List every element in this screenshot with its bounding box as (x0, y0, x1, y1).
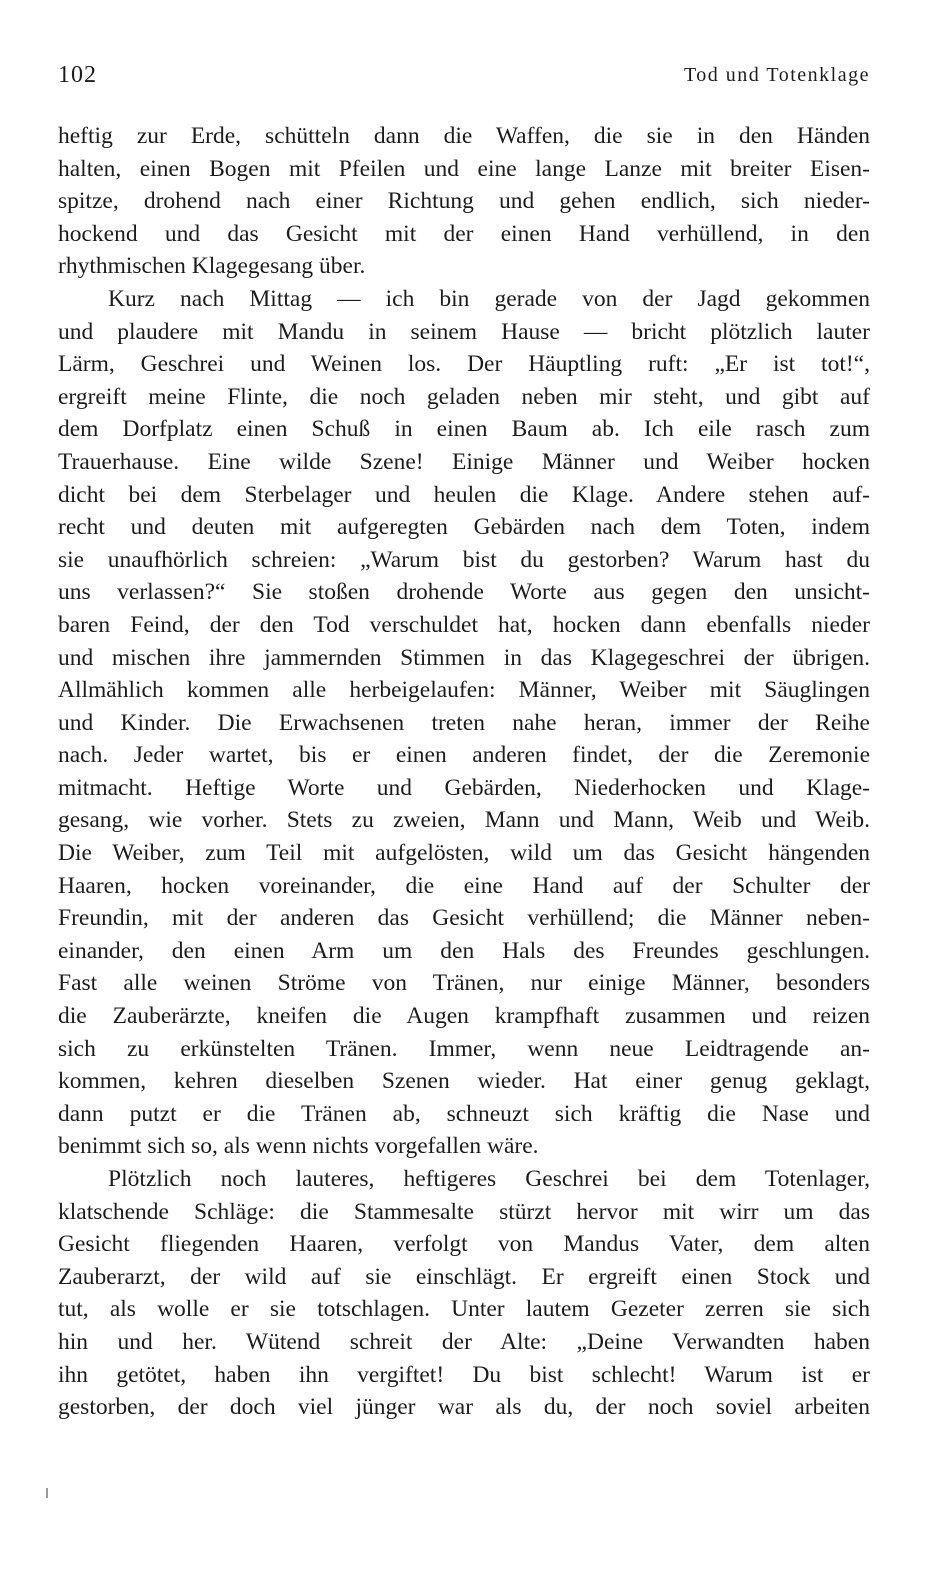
text-line: spitze, drohend nach einer Richtung und gehen endlich, sich nieder- (58, 188, 870, 215)
text-line: klatschende Schläge: die Stammesalte stürzt hervor mit wirr um das (58, 1198, 870, 1225)
text-line: benimmt sich so, als wenn nichts vorgefallen wäre. (58, 1133, 539, 1160)
text-line: Zauberarzt, der wild auf sie einschlägt. Er ergreift einen Stock und (58, 1263, 870, 1290)
text-line: heftig zur Erde, schütteln dann die Waffen, die sie in den Händen (58, 123, 870, 149)
running-head (58, 62, 870, 92)
text-line: ihn getötet, haben ihn vergiftet! Du bist schlecht! Warum ist er (58, 1361, 870, 1388)
text-line: gesang, wie vorher. Stets zu zweien, Mann und Mann, Weib und Weib. (58, 807, 870, 834)
text-line: rhythmischen Klagegesang über. (58, 253, 366, 280)
text-line: einander, den einen Arm um den Hals des Freundes geschlungen. (58, 937, 870, 964)
text-line: tut, als wolle er sie totschlagen. Unter lautem Gezeter zerren sie sich (58, 1296, 870, 1323)
text-line: Haaren, hocken voreinander, die eine Hand auf der Schulter der (58, 872, 870, 899)
body-text (58, 120, 870, 1424)
text-line: uns verlassen?“ Sie stoßen drohende Worte aus gegen den unsicht- (58, 579, 870, 606)
text-line: Gesicht fliegenden Haaren, verfolgt von Mandus Vater, dem alten (58, 1231, 870, 1258)
text-line: mitmacht. Heftige Worte und Gebärden, Niederhocken und Klage- (58, 774, 870, 801)
text-line: und mischen ihre jammernden Stimmen in das Klagegeschrei der übrigen. (58, 644, 870, 671)
text-line: die Zauberärzte, kneifen die Augen krampfhaft zusammen und reizen (58, 1003, 870, 1030)
text-line: Die Weiber, zum Teil mit aufgelösten, wild um das Gesicht hängenden (58, 840, 870, 867)
text-line: Allmählich kommen alle herbeigelaufen: Männer, Weiber mit Säuglingen (58, 677, 870, 704)
text-line: Lärm, Geschrei und Weinen los. Der Häuptling ruft: „Er ist tot!“, (58, 351, 870, 378)
text-line: dann putzt er die Tränen ab, schneuzt sich kräftig die Nase und (58, 1100, 870, 1127)
text-line: halten, einen Bogen mit Pfeilen und eine lange Lanze mit breiter Eisen- (58, 155, 870, 182)
text-line: dem Dorfplatz einen Schuß in einen Baum ab. Ich eile rasch zum (58, 416, 870, 443)
text-line: sie unaufhörlich schreien: „Warum bist du gestorben? Warum hast du (58, 546, 870, 573)
text-line: hockend und das Gesicht mit der einen Hand verhüllend, in den (58, 220, 870, 247)
running-title: Tod und Totenklage (683, 64, 870, 86)
text-line: Plötzlich noch lauteres, heftigeres Geschrei bei dem Totenlager, (108, 1166, 870, 1192)
text-line: recht und deuten mit aufgeregten Gebärden nach dem Toten, indem (58, 514, 870, 541)
text-line: ergreift meine Flinte, die noch geladen neben mir steht, und gibt auf (58, 383, 870, 410)
text-line: und plaudere mit Mandu in seinem Hause — bricht plötzlich lauter (58, 318, 870, 345)
text-line: hin und her. Wütend schreit der Alte: „Deine Verwandten haben (58, 1328, 870, 1355)
text-line: baren Feind, der den Tod verschuldet hat, hocken dann ebenfalls nieder (58, 611, 870, 638)
text-line: nach. Jeder wartet, bis er einen anderen findet, der die Zeremonie (58, 742, 870, 769)
text-line: Fast alle weinen Ströme von Tränen, nur einige Männer, besonders (58, 970, 870, 997)
text-line: dicht bei dem Sterbelager und heulen die Klage. Andere stehen auf- (58, 481, 870, 508)
text-line: Trauerhause. Eine wilde Szene! Einige Männer und Weiber hocken (58, 448, 870, 475)
margin-mark (46, 1488, 48, 1498)
text-line: sich zu erkünstelten Tränen. Immer, wenn neue Leidtragende an- (58, 1035, 870, 1062)
page-number: 102 (58, 62, 97, 88)
text-line: Kurz nach Mittag — ich bin gerade von der Jagd gekommen (108, 285, 870, 312)
text-line: Freundin, mit der anderen das Gesicht verhüllend; die Männer neben- (58, 905, 870, 932)
text-line: gestorben, der doch viel jünger war als du, der noch soviel arbeiten (58, 1394, 870, 1421)
text-line: kommen, kehren dieselben Szenen wieder. Hat einer genug geklagt, (58, 1068, 870, 1095)
text-line: und Kinder. Die Erwachsenen treten nahe heran, immer der Reihe (58, 709, 870, 736)
